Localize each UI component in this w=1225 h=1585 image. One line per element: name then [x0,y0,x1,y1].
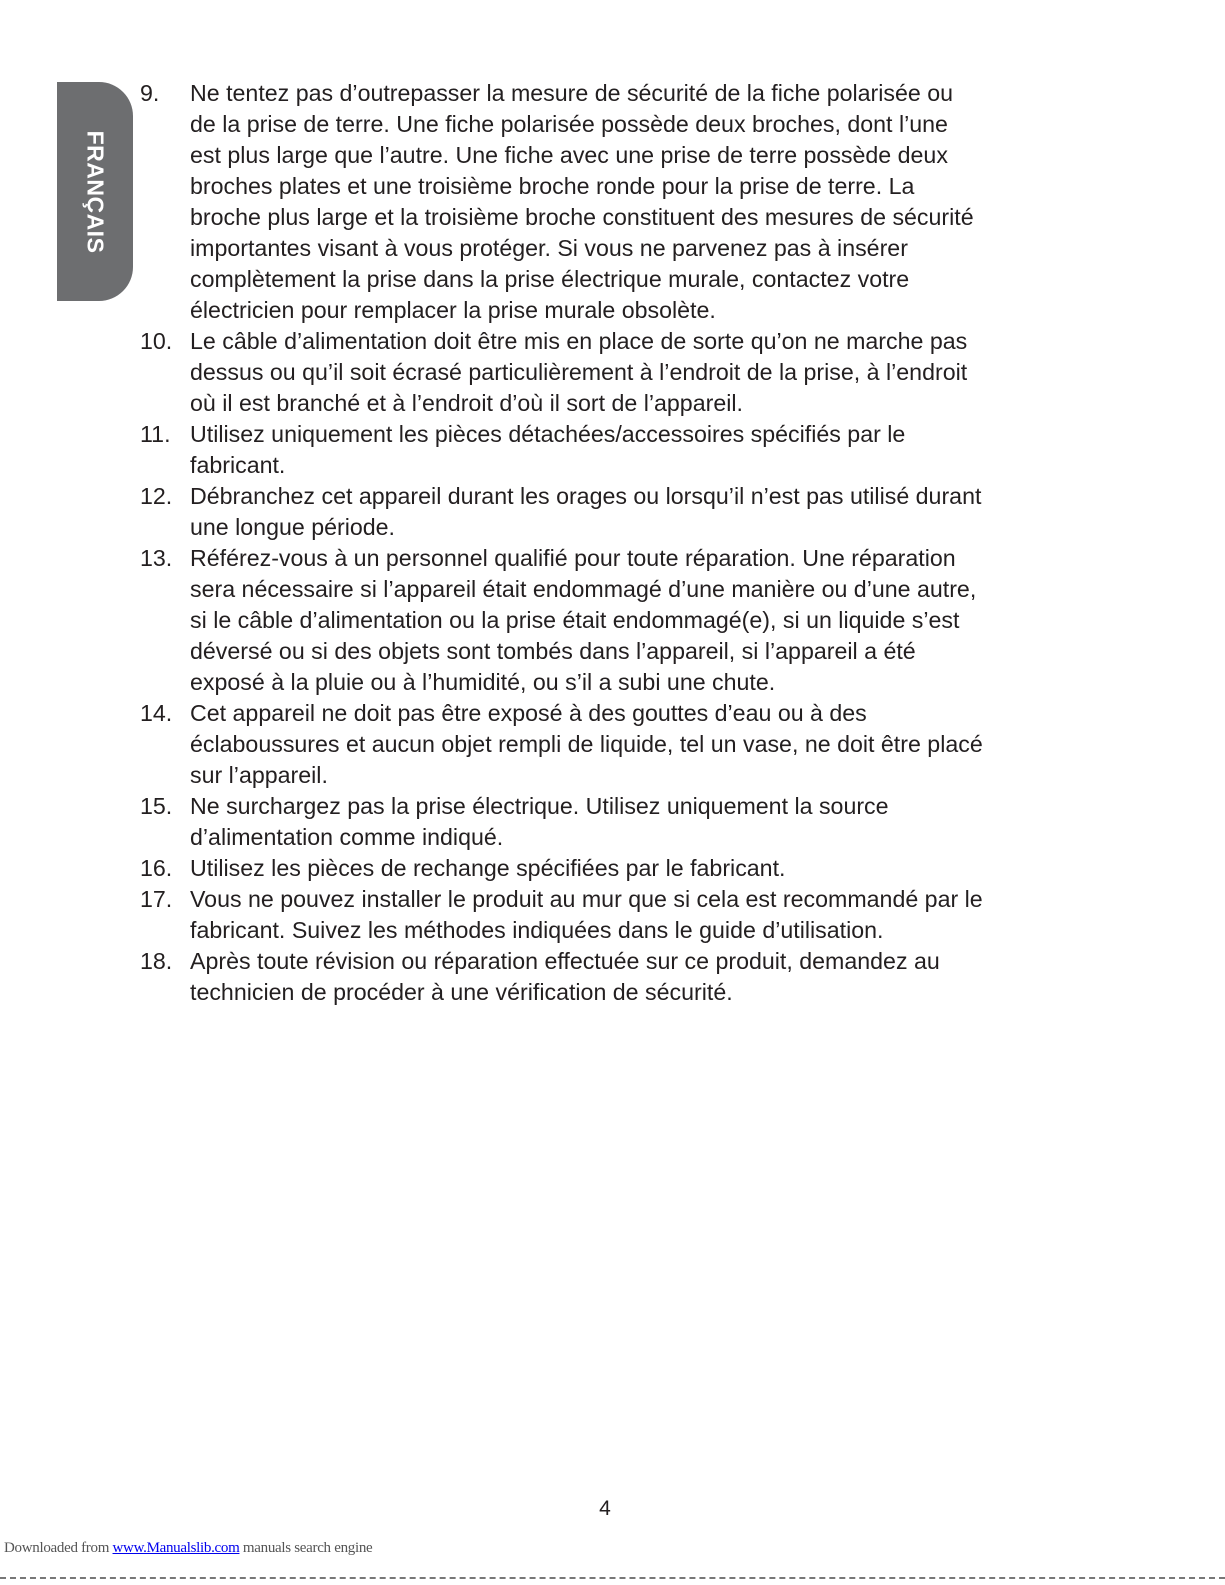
item-text-line: Utilisez uniquement les pièces détachées/accessoires spécifiés par le [190,421,906,447]
item-text-line: fabricant. Suivez les méthodes indiquées dans le guide d’utilisation. [190,917,884,943]
item-text-line: éclaboussures et aucun objet rempli de liquide, tel un vase, ne doit être placé [190,731,983,757]
item-number: 9. [140,80,160,106]
item-number: 17. [140,886,173,912]
download-footer [4,1540,372,1557]
item-text-line: importantes visant à vous protéger. Si vous ne parvenez pas à insérer [190,235,908,261]
item-text-line: sur l’appareil. [190,762,328,788]
footer-prefix: Downloaded from [4,1540,113,1556]
item-number: 15. [140,793,173,819]
language-side-tab [57,82,133,301]
item-text-line: technicien de procéder à une vérification de sécurité. [190,979,733,1005]
list-item [140,419,1080,481]
item-text-line: Le câble d’alimentation doit être mis en place de sorte qu’on ne marche pas [190,328,968,354]
list-item [140,78,1080,326]
item-text-line: Ne tentez pas d’outrepasser la mesure de sécurité de la fiche polarisée ou [190,80,954,106]
item-number: 10. [140,328,173,354]
item-number: 16. [140,855,173,881]
list-item [140,946,1080,1008]
item-text-line: si le câble d’alimentation ou la prise était endommagé(e), si un liquide s’est [190,607,960,633]
item-number: 12. [140,483,173,509]
item-text-line: Vous ne pouvez installer le produit au mur que si cela est recommandé par le [190,886,983,912]
language-label: FRANÇAIS [82,130,109,253]
list-item [140,326,1080,419]
list-item [140,791,1080,853]
item-text-line: est plus large que l’autre. Une fiche avec une prise de terre possède deux [190,142,948,168]
item-number: 14. [140,700,173,726]
footer-suffix: manuals search engine [239,1540,373,1556]
list-item [140,853,1080,884]
item-text-line: de la prise de terre. Une fiche polarisée possède deux broches, dont l’une [190,111,948,137]
item-number: 18. [140,948,173,974]
list-item [140,543,1080,698]
item-number: 13. [140,545,173,571]
item-text-line: électricien pour remplacer la prise murale obsolète. [190,297,716,323]
manualslib-link[interactable]: www.Manualslib.com [112,1540,240,1556]
safety-instructions-list [140,78,1080,1008]
item-text-line: broches plates et une troisième broche ronde pour la prise de terre. La [190,173,915,199]
item-text-line: Débranchez cet appareil durant les orages ou lorsqu’il n’est pas utilisé durant [190,483,982,509]
item-text-line: déversé ou si des objets sont tombés dans l’appareil, si l’appareil a été [190,638,916,664]
item-text-line: complètement la prise dans la prise électrique murale, contactez votre [190,266,910,292]
item-text-line: une longue période. [190,514,395,540]
item-number: 11. [140,421,171,447]
item-text-line: Après toute révision ou réparation effectuée sur ce produit, demandez au [190,948,940,974]
item-text-line: exposé à la pluie ou à l’humidité, ou s’il a subi une chute. [190,669,776,695]
item-text-line: dessus ou qu’il soit écrasé particulièrement à l’endroit de la prise, à l’endroit [190,359,968,385]
item-text-line: où il est branché et à l’endroit d’où il sort de l’appareil. [190,390,743,416]
list-item [140,698,1080,791]
item-text-line: Référez-vous à un personnel qualifié pour toute réparation. Une réparation [190,545,956,571]
list-item [140,481,1080,543]
item-text-line: Utilisez les pièces de rechange spécifiées par le fabricant. [190,855,786,881]
list-item [140,884,1080,946]
item-text-line: Ne surchargez pas la prise électrique. Utilisez uniquement la source [190,793,889,819]
item-text-line: broche plus large et la troisième broche constituent des mesures de sécurité [190,204,974,230]
item-text-line: Cet appareil ne doit pas être exposé à des gouttes d’eau ou à des [190,700,867,726]
page-number: 4 [599,1497,611,1520]
item-text-line: sera nécessaire si l’appareil était endommagé d’une manière ou d’une autre, [190,576,977,602]
item-text-line: fabricant. [190,452,286,478]
footer-dashed-rule [0,1577,1225,1579]
item-text-line: d’alimentation comme indiqué. [190,824,504,850]
